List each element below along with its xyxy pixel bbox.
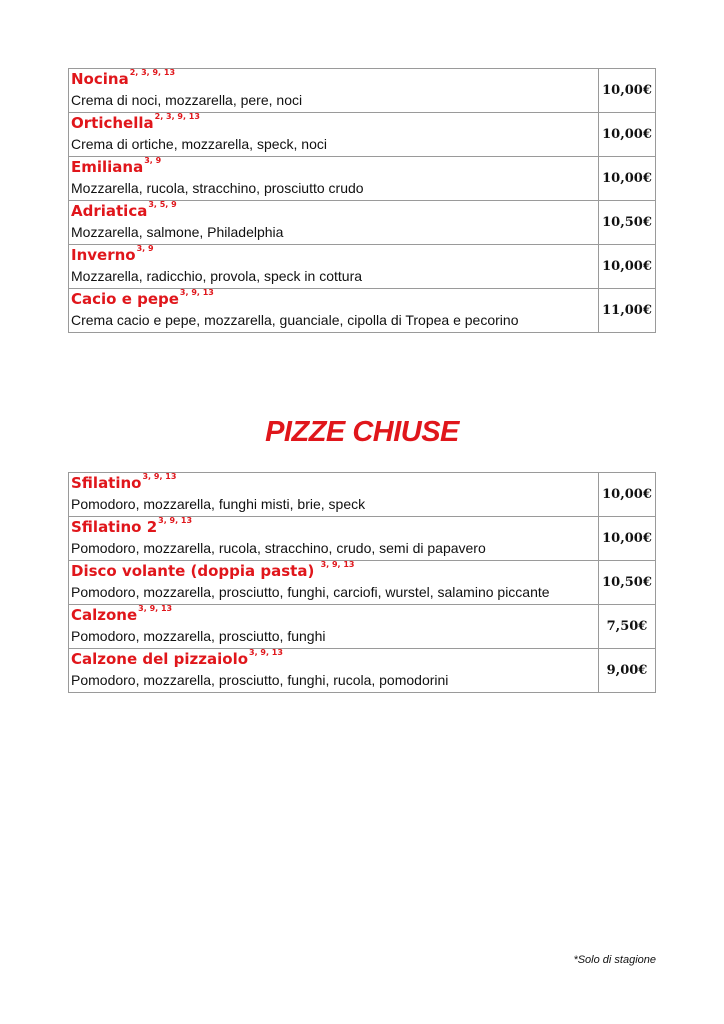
item-name: Disco volante (doppia pasta) $^{3, 9, 13}$ <box>71 560 355 580</box>
footnote: *Solo di stagione <box>573 954 656 966</box>
item-cell <box>69 157 599 201</box>
allergen-codes: 3, 9, 13 <box>142 472 177 481</box>
item-name: Cacio e pepe$^{3, 9, 13}$ <box>71 288 214 308</box>
allergen-codes: 3, 9, 13 <box>138 604 173 613</box>
allergen-codes: 3, 9 <box>136 244 154 253</box>
menu-row <box>69 245 656 289</box>
section-title: PIZZE CHIUSE <box>265 416 459 448</box>
item-name: Sfilatino 2$^{3, 9, 13}$ <box>71 516 193 536</box>
item-name: Ortichella$^{2, 3, 9, 13}$ <box>71 112 200 132</box>
pizze-menu-table <box>68 68 656 333</box>
item-description: Mozzarella, salmone, Philadelphia <box>71 224 284 240</box>
menu-row <box>69 605 656 649</box>
item-cell <box>69 517 599 561</box>
item-cell <box>69 473 599 517</box>
item-name: Calzone$^{3, 9, 13}$ <box>71 604 173 624</box>
allergen-codes: 3, 9, 13 <box>158 516 193 525</box>
menu-row <box>69 517 656 561</box>
item-name: Nocina$^{2, 3, 9, 13}$ <box>71 68 176 88</box>
item-name: Sfilatino$^{3, 9, 13}$ <box>71 472 177 492</box>
menu-row <box>69 561 656 605</box>
item-cell <box>69 69 599 113</box>
menu-row <box>69 113 656 157</box>
item-description: Pomodoro, mozzarella, funghi misti, brie, speck <box>71 496 366 512</box>
item-name: Emiliana$^{3, 9}$ <box>71 156 162 176</box>
item-description: Crema di noci, mozzarella, pere, noci <box>71 92 303 108</box>
item-cell <box>69 245 599 289</box>
item-price: 7,50€ <box>599 605 656 649</box>
item-description: Pomodoro, mozzarella, prosciutto, funghi, carciofi, wurstel, salamino piccante <box>71 584 550 600</box>
item-price: 10,50€ <box>599 201 656 245</box>
item-price: 10,00€ <box>599 157 656 201</box>
item-cell <box>69 649 599 693</box>
allergen-codes: 3, 9, 13 <box>320 560 355 569</box>
allergen-codes: 3, 9, 13 <box>249 648 283 657</box>
menu-row <box>69 69 656 113</box>
item-description: Crema di ortiche, mozzarella, speck, noci <box>71 136 327 152</box>
menu-row <box>69 201 656 245</box>
item-name: Adriatica$^{3, 5, 9}$ <box>71 200 177 220</box>
allergen-codes: 2, 3, 9, 13 <box>129 68 176 77</box>
allergen-codes: 3, 5, 9 <box>148 200 177 209</box>
allergen-codes: 3, 9, 13 <box>179 288 214 297</box>
item-description: Crema cacio e pepe, mozzarella, guanciale, cipolla di Tropea e pecorino <box>71 312 519 328</box>
item-price: 10,50€ <box>599 561 656 605</box>
item-name: Inverno$^{3, 9}$ <box>71 244 154 264</box>
item-price: 11,00€ <box>599 289 656 333</box>
menu-row <box>69 649 656 693</box>
item-price: 10,00€ <box>599 517 656 561</box>
item-description: Pomodoro, mozzarella, prosciutto, funghi <box>71 628 326 644</box>
item-name: Calzone del pizzaiolo$^{3, 9, 13}$ <box>71 648 283 668</box>
menu-row <box>69 157 656 201</box>
pizze-chiuse-menu-table <box>68 472 656 693</box>
item-cell <box>69 605 599 649</box>
allergen-codes: 3, 9 <box>144 156 162 165</box>
item-cell <box>69 201 599 245</box>
item-description: Pomodoro, mozzarella, prosciutto, funghi, rucola, pomodorini <box>71 672 449 688</box>
menu-row <box>69 289 656 333</box>
item-description: Pomodoro, mozzarella, rucola, stracchino, crudo, semi di papavero <box>71 540 486 556</box>
item-cell <box>69 289 599 333</box>
item-price: 10,00€ <box>599 473 656 517</box>
item-price: 10,00€ <box>599 69 656 113</box>
item-price: 9,00€ <box>599 649 656 693</box>
allergen-codes: 2, 3, 9, 13 <box>154 112 200 121</box>
item-price: 10,00€ <box>599 113 656 157</box>
item-cell <box>69 113 599 157</box>
menu-row <box>69 473 656 517</box>
item-price: 10,00€ <box>599 245 656 289</box>
item-cell <box>69 561 599 605</box>
item-description: Mozzarella, rucola, stracchino, prosciutto crudo <box>71 180 364 196</box>
item-description: Mozzarella, radicchio, provola, speck in cottura <box>71 268 363 284</box>
